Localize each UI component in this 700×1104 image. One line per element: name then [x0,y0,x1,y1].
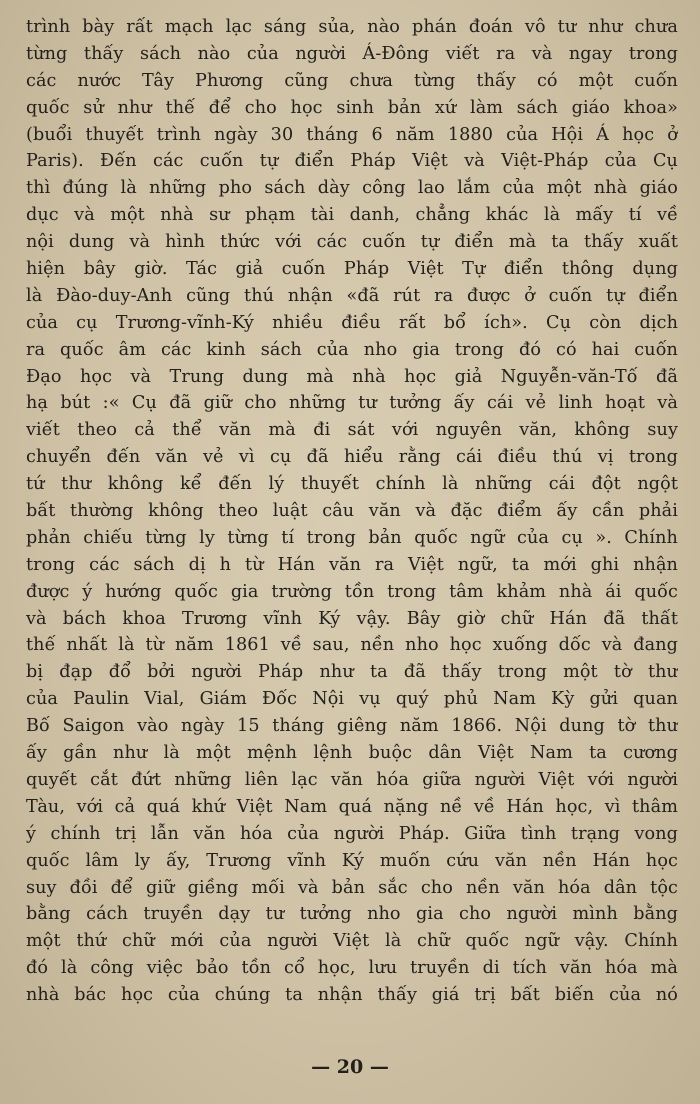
text-line: nhà bác học của chúng ta nhận thấy giá trị bất biến của nó [26,985,678,1006]
text-line: các nước Tây Phương cũng chưa từng thấy có một cuốn [26,70,678,91]
text-line: của Paulin Vial, Giám Đốc Nội vụ quý phủ Nam Kỳ gửi quan [26,689,678,710]
text-line: bằng cách truyền dạy tư tưởng nho gia cho người mình bằng [26,904,678,925]
text-line: của cụ Trương-vĩnh-Ký nhiều điều rất bổ ích». Cụ còn dịch [26,312,678,333]
text-line: từng thấy sách nào của người Á-Đông viết ra và ngay trong [26,43,678,64]
text-line: ấy gần như là một mệnh lệnh buộc dân Việt Nam ta cương [26,743,678,764]
text-line: được ý hướng quốc gia trường tồn trong tâm khảm nhà ái quốc [26,581,678,602]
text-line: Bố Saigon vào ngày 15 tháng giêng năm 1866. Nội dung tờ thư [26,716,678,737]
text-line: và bách khoa Trương vĩnh Ký vậy. Bây giờ chữ Hán đã thất [26,608,678,629]
text-line: quốc sử như thế để cho học sinh bản xứ làm sách giáo khoa» [26,97,678,118]
text-line: Paris). Đến các cuốn tự điển Pháp Việt và Việt-Pháp của Cụ [26,151,678,172]
text-line: thế nhất là từ năm 1861 về sau, nền nho học xuống dốc và đang [26,635,678,656]
text-line: trong các sách dị h từ Hán văn ra Việt ngữ, ta mới ghi nhận [26,554,678,575]
text-line: Tàu, với cả quá khứ Việt Nam quá nặng nề về Hán học, vì thâm [26,796,678,817]
text-line: dục và một nhà sư phạm tài danh, chẳng khác là mấy tí về [26,205,678,226]
text-line: hạ bút :« Cụ đã giữ cho những tư tưởng ấy cái vẻ linh hoạt và [26,393,678,414]
text-line: quốc lâm ly ấy, Trương vĩnh Ký muốn cứu văn nền Hán học [26,850,678,871]
text-line: thì đúng là những pho sách dày công lao lắm của một nhà giáo [26,178,678,199]
text-line: là Đào-duy-Anh cũng thú nhận «đã rút ra được ở cuốn tự điển [26,285,678,306]
page-number: — 20 — [311,1056,389,1078]
text-line: chuyển đến văn vẻ vì cụ đã hiểu rằng cái điều thú vị trong [26,447,678,468]
text-line: viết theo cả thể văn mà đi sát với nguyên văn, không suy [26,420,678,441]
text-line: tứ thư không kể đến lý thuyết chính là những cái đột ngột [26,474,678,495]
text-line: (buổi thuyết trình ngày 30 tháng 6 năm 1880 của Hội Á học ở [26,124,678,145]
text-line: một thứ chữ mới của người Việt là chữ quốc ngữ vậy. Chính [26,931,678,952]
text-line: ra quốc âm các kinh sách của nho gia trong đó có hai cuốn [26,339,678,360]
text-line: suy đồi để giữ giềng mối và bản sắc cho nền văn hóa dân tộc [26,877,678,898]
text-line: ý chính trị lẫn văn hóa của người Pháp. Giữa tình trạng vong [26,823,678,844]
text-line: đó là công việc bảo tồn cổ học, lưu truyền di tích văn hóa mà [26,958,678,979]
text-line: trình bày rất mạch lạc sáng sủa, nào phán đoán vô tư như chưa [26,17,678,37]
text-line: hiện bây giờ. Tác giả cuốn Pháp Việt Tự điển thông dụng [26,259,678,280]
text-line: Đạo học và Trung dung mà nhà học giả Nguyễn-văn-Tố đã [26,366,678,387]
text-line: quyết cắt đứt những liên lạc văn hóa giữa người Việt với người [26,769,678,790]
text-line: bất thường không theo luật câu văn và đặc điểm ấy cần phải [26,501,678,522]
text-line: phản chiếu từng ly từng tí trong bản quốc ngữ của cụ ». Chính [26,527,678,548]
text-line: nội dung và hình thức với các cuốn tự điển mà ta thấy xuất [26,232,678,253]
text-line: bị đạp đổ bởi người Pháp như ta đã thấy trong một tờ thư [26,662,678,683]
body-text [26,14,678,1009]
